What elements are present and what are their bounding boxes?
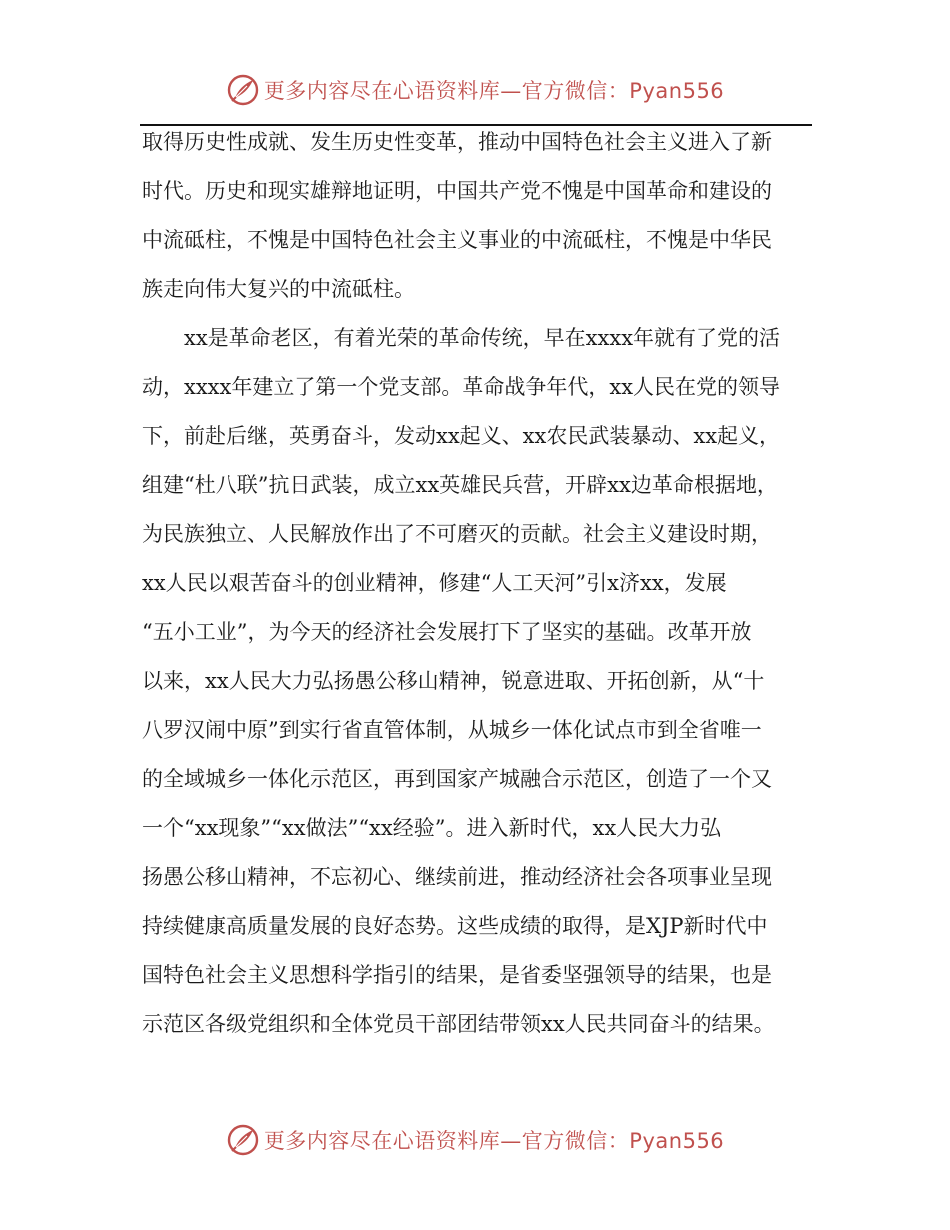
text-line: 示范区各级党组织和全体党员干部团结带领xx人民共同奋斗的结果。 bbox=[142, 1012, 775, 1036]
text-line: 族走向伟大复兴的中流砥柱。 bbox=[142, 277, 415, 301]
text-line: 扬愚公移山精神，不忘初心、继续前进，推动经济社会各项事业呈现 bbox=[142, 865, 772, 889]
text-line: 中流砥柱，不愧是中国特色社会主义事业的中流砥柱，不愧是中华民 bbox=[142, 228, 772, 252]
quill-logo-icon bbox=[226, 73, 260, 107]
text-line: “五小工业”，为今天的经济社会发展打下了坚实的基础。改革开放 bbox=[142, 620, 752, 644]
text-line: 的全域城乡一体化示范区，再到国家产城融合示范区，创造了一个又 bbox=[142, 767, 772, 791]
text-line: 取得历史性成就、发生历史性变革，推动中国特色社会主义进入了新 bbox=[142, 130, 772, 154]
text-line: 一个“xx现象”“xx做法”“xx经验”。进入新时代，xx人民大力弘 bbox=[142, 816, 722, 840]
footer-banner bbox=[0, 1120, 950, 1160]
footer-banner-text: 更多内容尽在心语资料库—官方微信：Pyan556 bbox=[263, 1129, 725, 1153]
document-body bbox=[142, 118, 822, 1049]
text-line: 国特色社会主义思想科学指引的结果，是省委坚强领导的结果，也是 bbox=[142, 963, 772, 987]
header-banner-text: 更多内容尽在心语资料库—官方微信：Pyan556 bbox=[263, 79, 725, 103]
text-line: 持续健康高质量发展的良好态势。这些成绩的取得，是XJP新时代中 bbox=[142, 914, 768, 938]
quill-logo-icon bbox=[226, 1123, 260, 1157]
text-line: 以来，xx人民大力弘扬愚公移山精神，锐意进取、开拓创新，从“十 bbox=[142, 669, 765, 693]
text-line: 时代。历史和现实雄辩地证明，中国共产党不愧是中国革命和建设的 bbox=[142, 179, 772, 203]
paragraph-2 bbox=[142, 314, 822, 1049]
text-line: 动，xxxx年建立了第一个党支部。革命战争年代，xx人民在党的领导 bbox=[142, 375, 781, 399]
text-line: 为民族独立、人民解放作出了不可磨灭的贡献。社会主义建设时期， bbox=[142, 522, 772, 546]
text-line: 下，前赴后继，英勇奋斗，发动xx起义、xx农民武装暴动、xx起义， bbox=[142, 424, 781, 448]
text-line: xx人民以艰苦奋斗的创业精神，修建“人工天河”引x济xx，发展 bbox=[142, 571, 727, 595]
text-line: xx是革命老区，有着光荣的革命传统，早在xxxx年就有了党的活 bbox=[184, 326, 781, 350]
header-banner bbox=[0, 70, 950, 110]
paragraph-1 bbox=[142, 118, 822, 314]
text-line: 八罗汉闹中原”到实行省直管体制，从城乡一体化试点市到全省唯一 bbox=[142, 718, 762, 742]
text-line: 组建“杜八联”抗日武装，成立xx英雄民兵营，开辟xx边革命根据地， bbox=[142, 473, 778, 497]
